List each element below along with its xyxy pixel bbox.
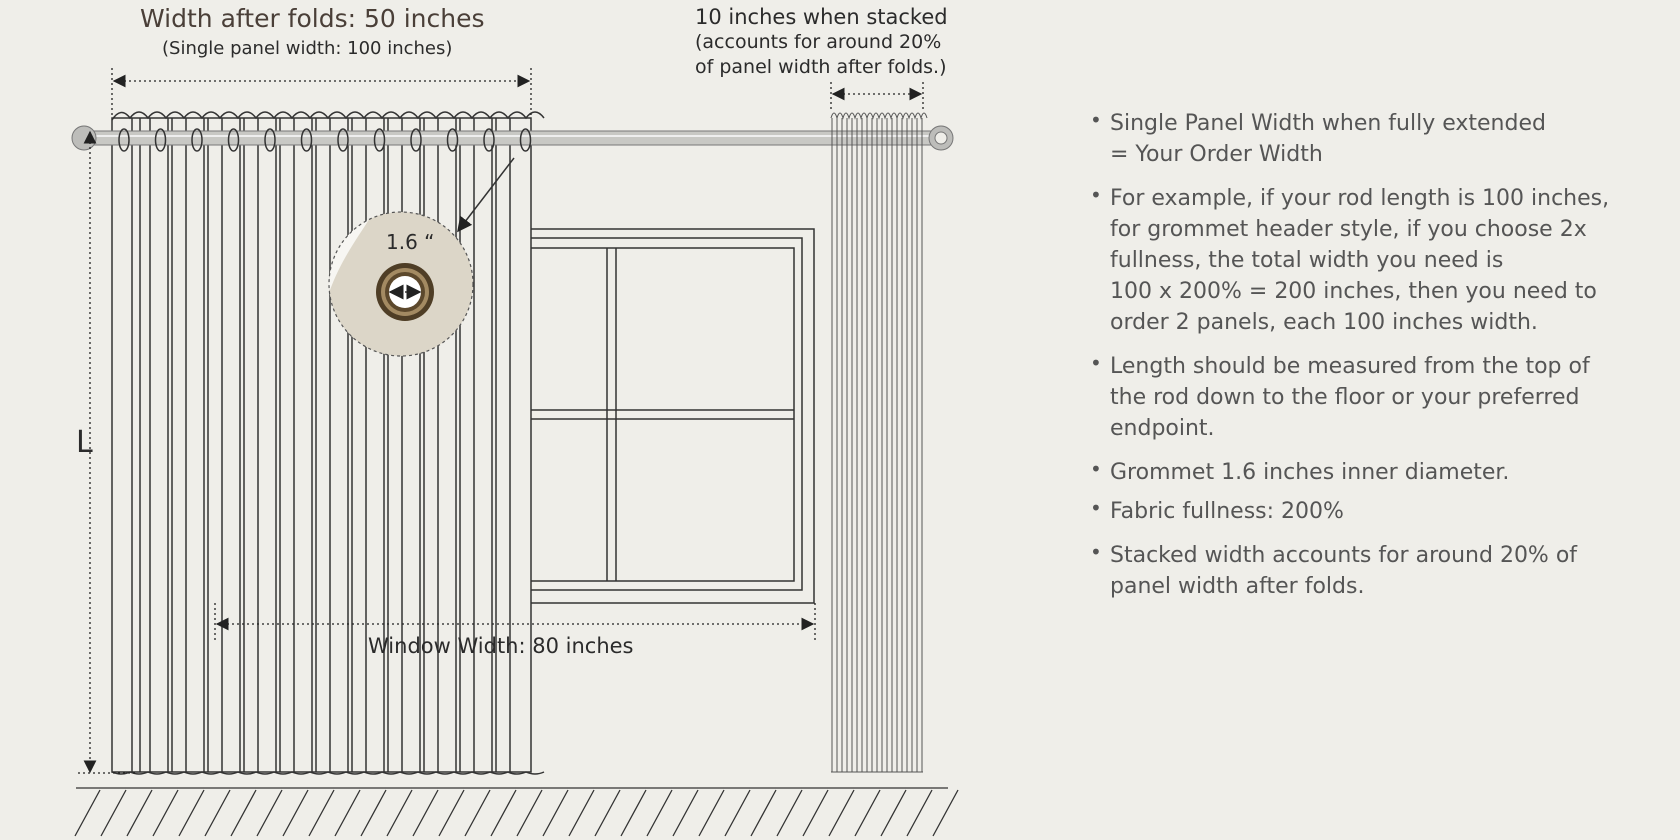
stacked-header — [831, 113, 927, 118]
note-line: fullness, the total width you need is — [1110, 248, 1504, 273]
floor-hatch — [517, 790, 542, 836]
floor-hatch — [673, 790, 698, 836]
floor-hatch — [361, 790, 386, 836]
notes-list — [1090, 108, 1670, 602]
floor-hatch — [829, 790, 854, 836]
note-line: order 2 panels, each 100 inches width. — [1110, 310, 1538, 335]
note-item — [1090, 183, 1670, 338]
floor-hatch — [335, 790, 360, 836]
note-line: • Stacked width accounts for around 20% of — [1110, 543, 1578, 568]
floor-hatch — [933, 790, 958, 836]
window-width-label: Window Width: 80 inches — [368, 634, 634, 658]
floor-hatch — [855, 790, 880, 836]
floor-hatch — [491, 790, 516, 836]
floor-hatch — [387, 790, 412, 836]
length-label: L — [76, 425, 93, 460]
note-item — [1090, 108, 1670, 170]
floor-hatch — [543, 790, 568, 836]
floor-hatch — [725, 790, 750, 836]
note-item — [1090, 457, 1670, 488]
floor-hatch — [257, 790, 282, 836]
floor-hatch — [465, 790, 490, 836]
note-item — [1090, 496, 1670, 527]
floor-hatch — [75, 790, 100, 836]
note-line: for grommet header style, if you choose 2x — [1110, 217, 1587, 242]
floor-hatch — [777, 790, 802, 836]
note-line: 100 x 200% = 200 inches, then you need to — [1110, 279, 1597, 304]
floor-hatch — [621, 790, 646, 836]
floor-hatch — [101, 790, 126, 836]
floor-hatch — [179, 790, 204, 836]
note-item — [1090, 540, 1670, 602]
floor-hatch — [231, 790, 256, 836]
floor-hatch — [647, 790, 672, 836]
note-item — [1090, 351, 1670, 444]
left-curtain-panel — [112, 112, 544, 774]
grommet-size-label: 1.6 “ — [386, 230, 435, 254]
floor-hatch — [881, 790, 906, 836]
floor-hatch — [413, 790, 438, 836]
stacked-note-line: 10 inches when stacked — [695, 5, 948, 29]
floor-hatch — [153, 790, 178, 836]
note-line: • Length should be measured from the top of — [1110, 354, 1590, 379]
window-frame — [530, 229, 814, 603]
floor-hatch — [907, 790, 932, 836]
floor-hatch — [803, 790, 828, 836]
curtain-body — [112, 118, 531, 772]
stacked-note-line: (accounts for around 20% — [695, 31, 942, 53]
stacked-width-note — [695, 5, 948, 80]
note-line: panel width after folds. — [1110, 574, 1365, 599]
note-line: the rod down to the floor or your preferred — [1110, 385, 1580, 410]
note-line: • Fabric fullness: 200% — [1110, 499, 1344, 524]
floor-hatch — [283, 790, 308, 836]
floor-hatch — [127, 790, 152, 836]
floor-hatch — [595, 790, 620, 836]
floor-hatch — [751, 790, 776, 836]
rod-finial-left — [72, 126, 96, 150]
floor-hatch — [439, 790, 464, 836]
floor — [75, 788, 958, 836]
note-line: endpoint. — [1110, 416, 1215, 441]
floor-hatch — [205, 790, 230, 836]
stacked-note-line: of panel width after folds.) — [695, 56, 947, 78]
floor-hatch — [309, 790, 334, 836]
floor-hatch — [699, 790, 724, 836]
single-panel-width-label: (Single panel width: 100 inches) — [162, 38, 453, 59]
note-line: • Grommet 1.6 inches inner diameter. — [1110, 460, 1510, 485]
note-line: = Your Order Width — [1110, 142, 1323, 167]
note-line: • For example, if your rod length is 100 inches, — [1110, 186, 1610, 211]
note-line: • Single Panel Width when fully extended — [1110, 111, 1546, 136]
floor-hatch — [569, 790, 594, 836]
width-after-folds-label: Width after folds: 50 inches — [140, 4, 485, 33]
stacked-curtain-panel — [831, 113, 927, 772]
